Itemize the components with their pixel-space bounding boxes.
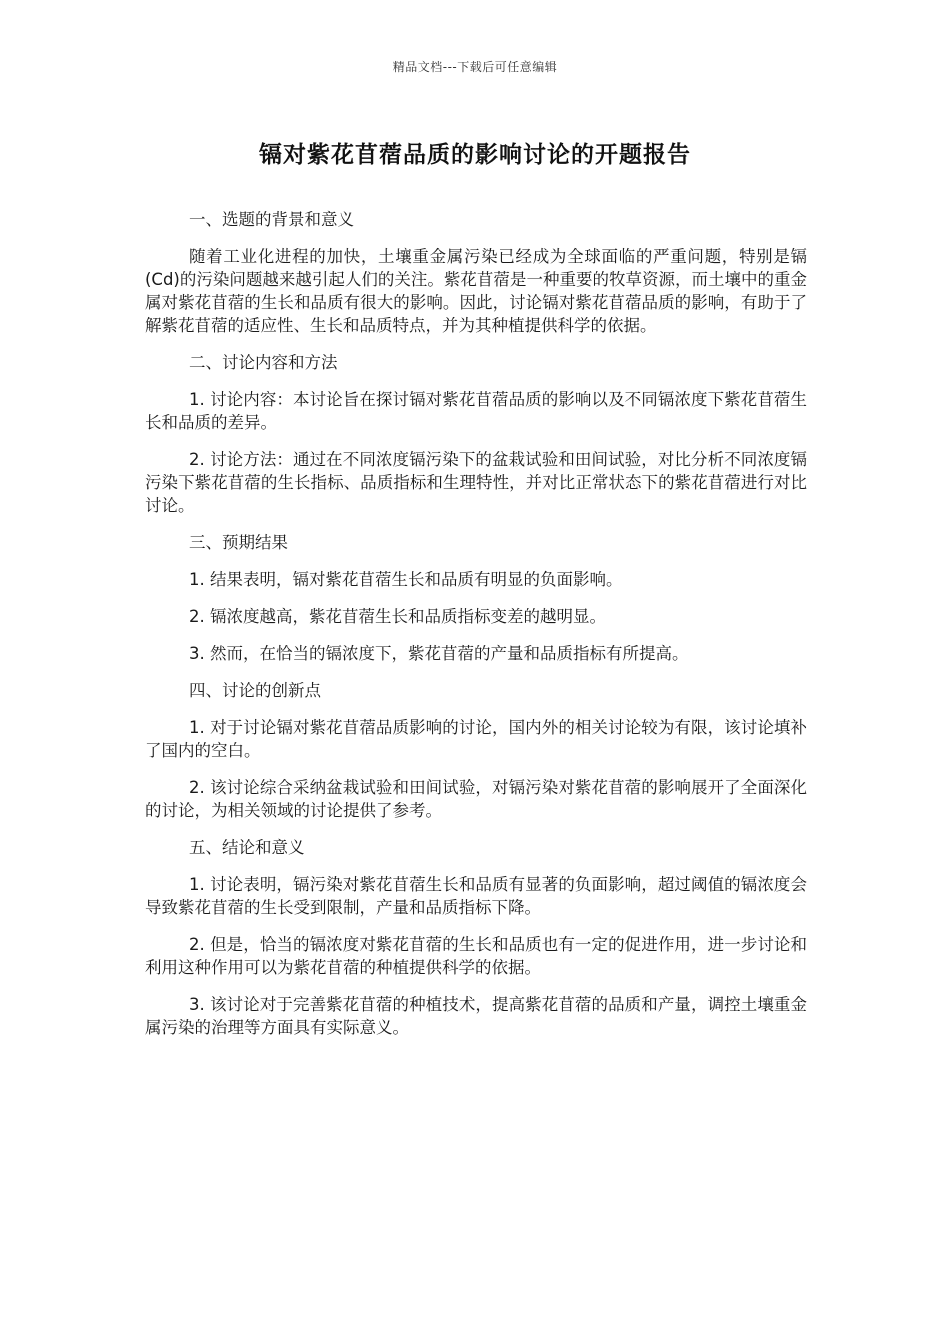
document-title: 镉对紫花苜蓿品质的影响讨论的开题报告 (259, 142, 691, 168)
content-item-1: 1. 讨论内容：本讨论旨在探讨镉对紫花苜蓿品质的影响以及不同镉浓度下紫花苜蓿生长和品质的差异。 (145, 390, 807, 432)
section-heading-conclusion: 五、结论和意义 (189, 838, 305, 857)
result-item-3: 3. 然而，在恰当的镉浓度下，紫花苜蓿的产量和品质指标有所提高。 (189, 644, 689, 663)
methods-item-2: 2. 讨论方法：通过在不同浓度镉污染下的盆栽试验和田间试验，对比分析不同浓度镉污染下紫花苜蓿的生长指标、品质指标和生理特性，并对比正常状态下的紫花苜蓿进行对比讨论。 (145, 450, 807, 515)
background-paragraph: 随着工业化进程的加快，土壤重金属污染已经成为全球面临的严重问题，特别是镉(Cd)的污染问题越来越引起人们的关注。紫花苜蓿是一种重要的牧草资源，而土壤中的重金属对紫花苜蓿的生长和品质有很大的影响。因此，讨论镉对紫花苜蓿品质的影响，有助于了解紫花苜蓿的适应性、生长和品质特点，并为其种植提供科学的依据。 (145, 247, 807, 335)
section-heading-background: 一、选题的背景和意义 (189, 210, 354, 229)
result-item-1: 1. 结果表明，镉对紫花苜蓿生长和品质有明显的负面影响。 (189, 570, 623, 589)
innovation-item-2: 2. 该讨论综合采纳盆栽试验和田间试验，对镉污染对紫花苜蓿的影响展开了全面深化的讨论，为相关领域的讨论提供了参考。 (145, 778, 807, 820)
section-heading-expected-results: 三、预期结果 (189, 533, 288, 552)
conclusion-item-3: 3. 该讨论对于完善紫花苜蓿的种植技术，提高紫花苜蓿的品质和产量，调控土壤重金属污染的治理等方面具有实际意义。 (145, 995, 807, 1037)
document-body (145, 208, 807, 1053)
header-note: 精品文档---下载后可任意编辑 (392, 60, 558, 74)
section-heading-content-methods: 二、讨论内容和方法 (189, 353, 338, 372)
section-heading-innovation: 四、讨论的创新点 (189, 681, 321, 700)
result-item-2: 2. 镉浓度越高，紫花苜蓿生长和品质指标变差的越明显。 (189, 607, 606, 626)
conclusion-item-1: 1. 讨论表明，镉污染对紫花苜蓿生长和品质有显著的负面影响，超过阈值的镉浓度会导致紫花苜蓿的生长受到限制，产量和品质指标下降。 (145, 875, 807, 917)
innovation-item-1: 1. 对于讨论镉对紫花苜蓿品质影响的讨论，国内外的相关讨论较为有限，该讨论填补了国内的空白。 (145, 718, 807, 760)
conclusion-item-2: 2. 但是，恰当的镉浓度对紫花苜蓿的生长和品质也有一定的促进作用，进一步讨论和利用这种作用可以为紫花苜蓿的种植提供科学的依据。 (145, 935, 807, 977)
